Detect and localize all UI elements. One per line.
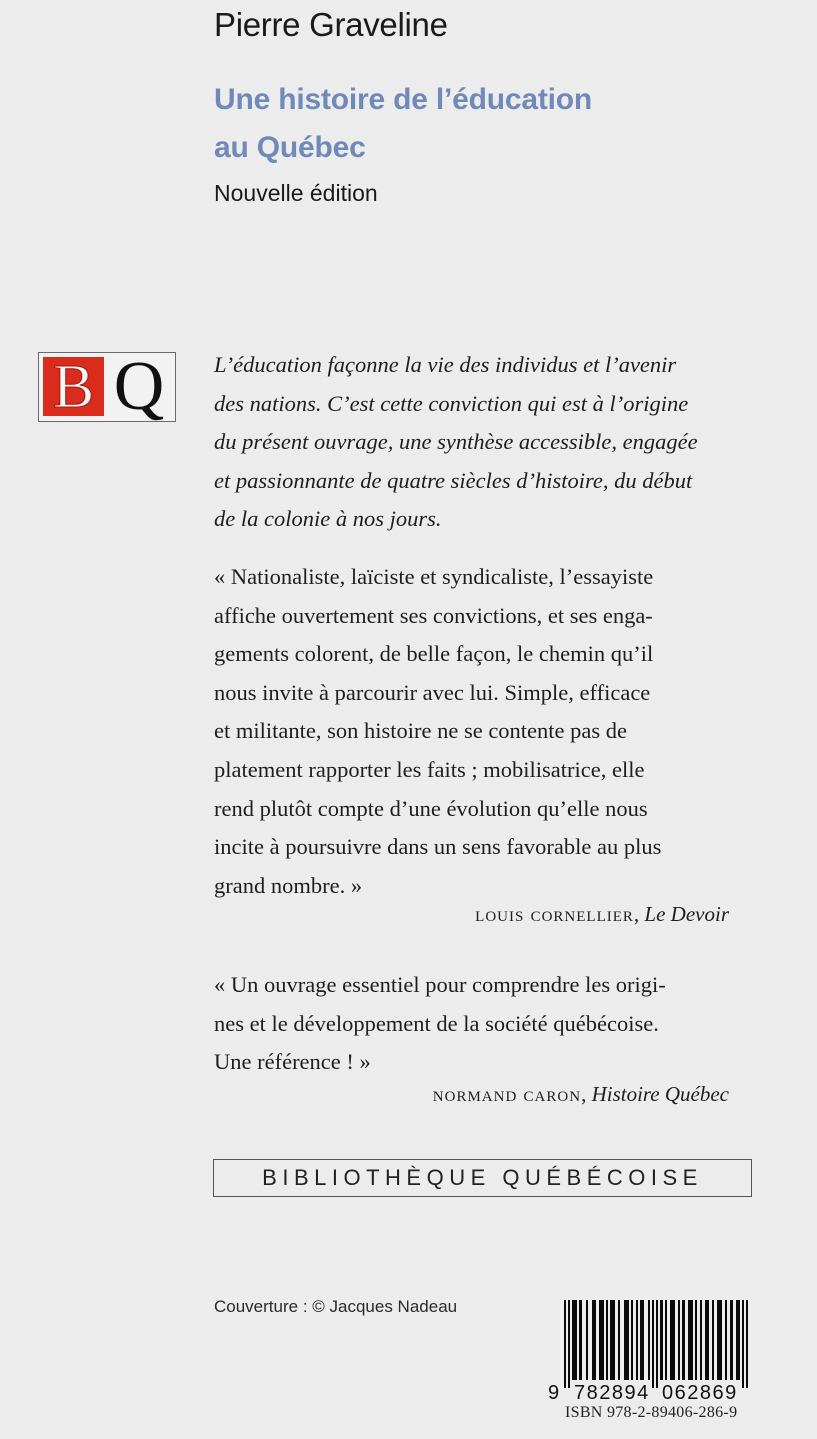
- cover-credit: Couverture : © Jacques Nadeau: [214, 1297, 458, 1316]
- quote-line: affiche ouvertement ses convictions, et ses enga-: [214, 602, 653, 628]
- review-attribution-2: normand caron, Histoire Québec: [432, 1082, 729, 1106]
- book-title: [214, 76, 592, 172]
- logo-letter-b: B: [43, 357, 104, 416]
- barcode-icon: [564, 1300, 754, 1388]
- blurb-line: des nations. C’est cette conviction qui est à l’origine: [214, 390, 689, 416]
- review-quote-2: [214, 966, 762, 1082]
- barcode-group-1: 782894: [574, 1382, 650, 1404]
- edition-label: Nouvelle édition: [214, 180, 378, 206]
- quote-line: grand nombre. »: [214, 872, 363, 898]
- quote-line: rend plutôt compte d’une évolution qu’elle nous: [214, 795, 648, 821]
- quote-line: nes et le développement de la société québécoise.: [214, 1010, 659, 1036]
- barcode-group-2: 062869: [662, 1382, 738, 1404]
- review-quote-1: [214, 558, 762, 905]
- title-line-2: au Québec: [214, 131, 366, 164]
- quote-line: « Nationaliste, laïciste et syndicaliste, l’essayiste: [214, 564, 654, 589]
- quote-line: incite à poursuivre dans un sens favorable au plus: [214, 834, 662, 860]
- collection-label: BIBLIOTHÈQUE QUÉBÉCOISE: [213, 1159, 752, 1197]
- isbn-label: ISBN 978-2-89406-286-9: [565, 1404, 738, 1421]
- title-line-1: Une histoire de l’éducation: [214, 83, 592, 116]
- barcode-first-digit: 9: [548, 1382, 560, 1404]
- reviewer-name: louis cornellier: [475, 902, 634, 926]
- quote-line: platement rapporter les faits ; mobilisatrice, elle: [214, 756, 645, 782]
- reviewer-name: normand caron: [432, 1082, 582, 1106]
- blurb: [214, 346, 762, 539]
- review-attribution-1: louis cornellier, Le Devoir: [475, 902, 729, 926]
- quote-line: nous invite à parcourir avec lui. Simple, efficace: [214, 679, 651, 705]
- quote-line: Une référence ! »: [214, 1049, 371, 1075]
- review-source: Le Devoir: [644, 902, 729, 926]
- blurb-line: L’éducation façonne la vie des individus et l’avenir: [214, 352, 677, 377]
- logo-letter-q: Q: [113, 348, 165, 425]
- review-source: Histoire Québec: [591, 1082, 729, 1106]
- blurb-line: de la colonie à nos jours.: [214, 506, 442, 532]
- quote-line: gements colorent, de belle façon, le chemin qu’il: [214, 641, 654, 667]
- quote-line: « Un ouvrage essentiel pour comprendre les origi-: [214, 972, 666, 997]
- blurb-line: du présent ouvrage, une synthèse accessible, engagée: [214, 429, 698, 455]
- author-name: Pierre Graveline: [214, 6, 448, 43]
- publisher-logo: [38, 348, 176, 425]
- quote-line: et militante, son histoire ne se contente pas de: [214, 718, 628, 744]
- blurb-line: et passionnante de quatre siècles d’histoire, du début: [214, 467, 693, 493]
